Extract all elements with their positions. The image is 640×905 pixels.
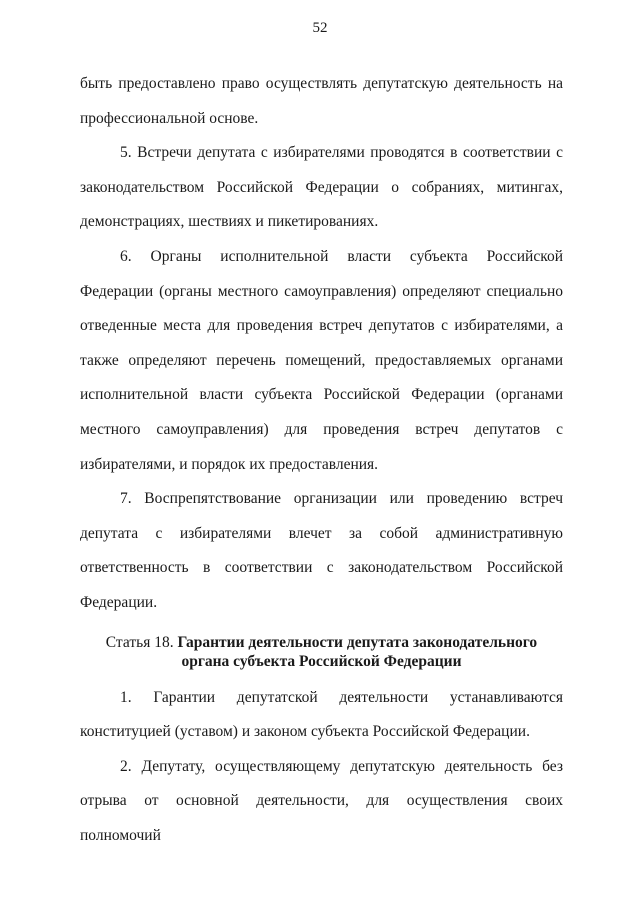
article-title-part-2: органа субъекта Российской Федерации	[181, 652, 462, 670]
paragraph-7: 7. Воспрепятствование организации или проведению встреч депутата с избирателями влечет за собой административную ответственность в соответствии с законодательством Российской Федерации.	[80, 490, 563, 611]
page-number: 52	[312, 20, 328, 36]
article-title-part-1: Гарантии деятельности депутата законодательного	[177, 633, 538, 651]
paragraph-6: 6. Органы исполнительной власти субъекта Российской Федерации (органы местного самоуправления) определяют специально отведенные места для проведения встреч депутатов с избирателями, а также определяют перечень помещений, предоставляемых органами исполнительной власти субъекта Российской Федерации (органами местного самоуправления) для проведения встреч депутатов с избирателями, и порядок их предоставления.	[80, 247, 563, 473]
article-number: Статья 18.	[105, 633, 174, 651]
paragraph-5: 5. Встречи депутата с избирателями проводятся в соответствии с законодательством Российской Федерации о собраниях, митингах, демонстрациях, шествиях и пикетированиях.	[80, 144, 563, 231]
article-paragraph-1: 1. Гарантии депутатской деятельности устанавливаются конституцией (уставом) и законом субъекта Российской Федерации.	[80, 688, 563, 741]
document-body	[80, 67, 563, 853]
paragraph-continuation: быть предоставлено право осуществлять депутатскую деятельность на профессиональной основе.	[80, 75, 563, 127]
article-heading	[80, 633, 563, 671]
article-heading-line-1	[80, 633, 563, 652]
article-paragraph-2: 2. Депутату, осуществляющему депутатскую деятельность без отрыва от основной деятельности, для осуществления своих полномочий	[80, 757, 563, 844]
